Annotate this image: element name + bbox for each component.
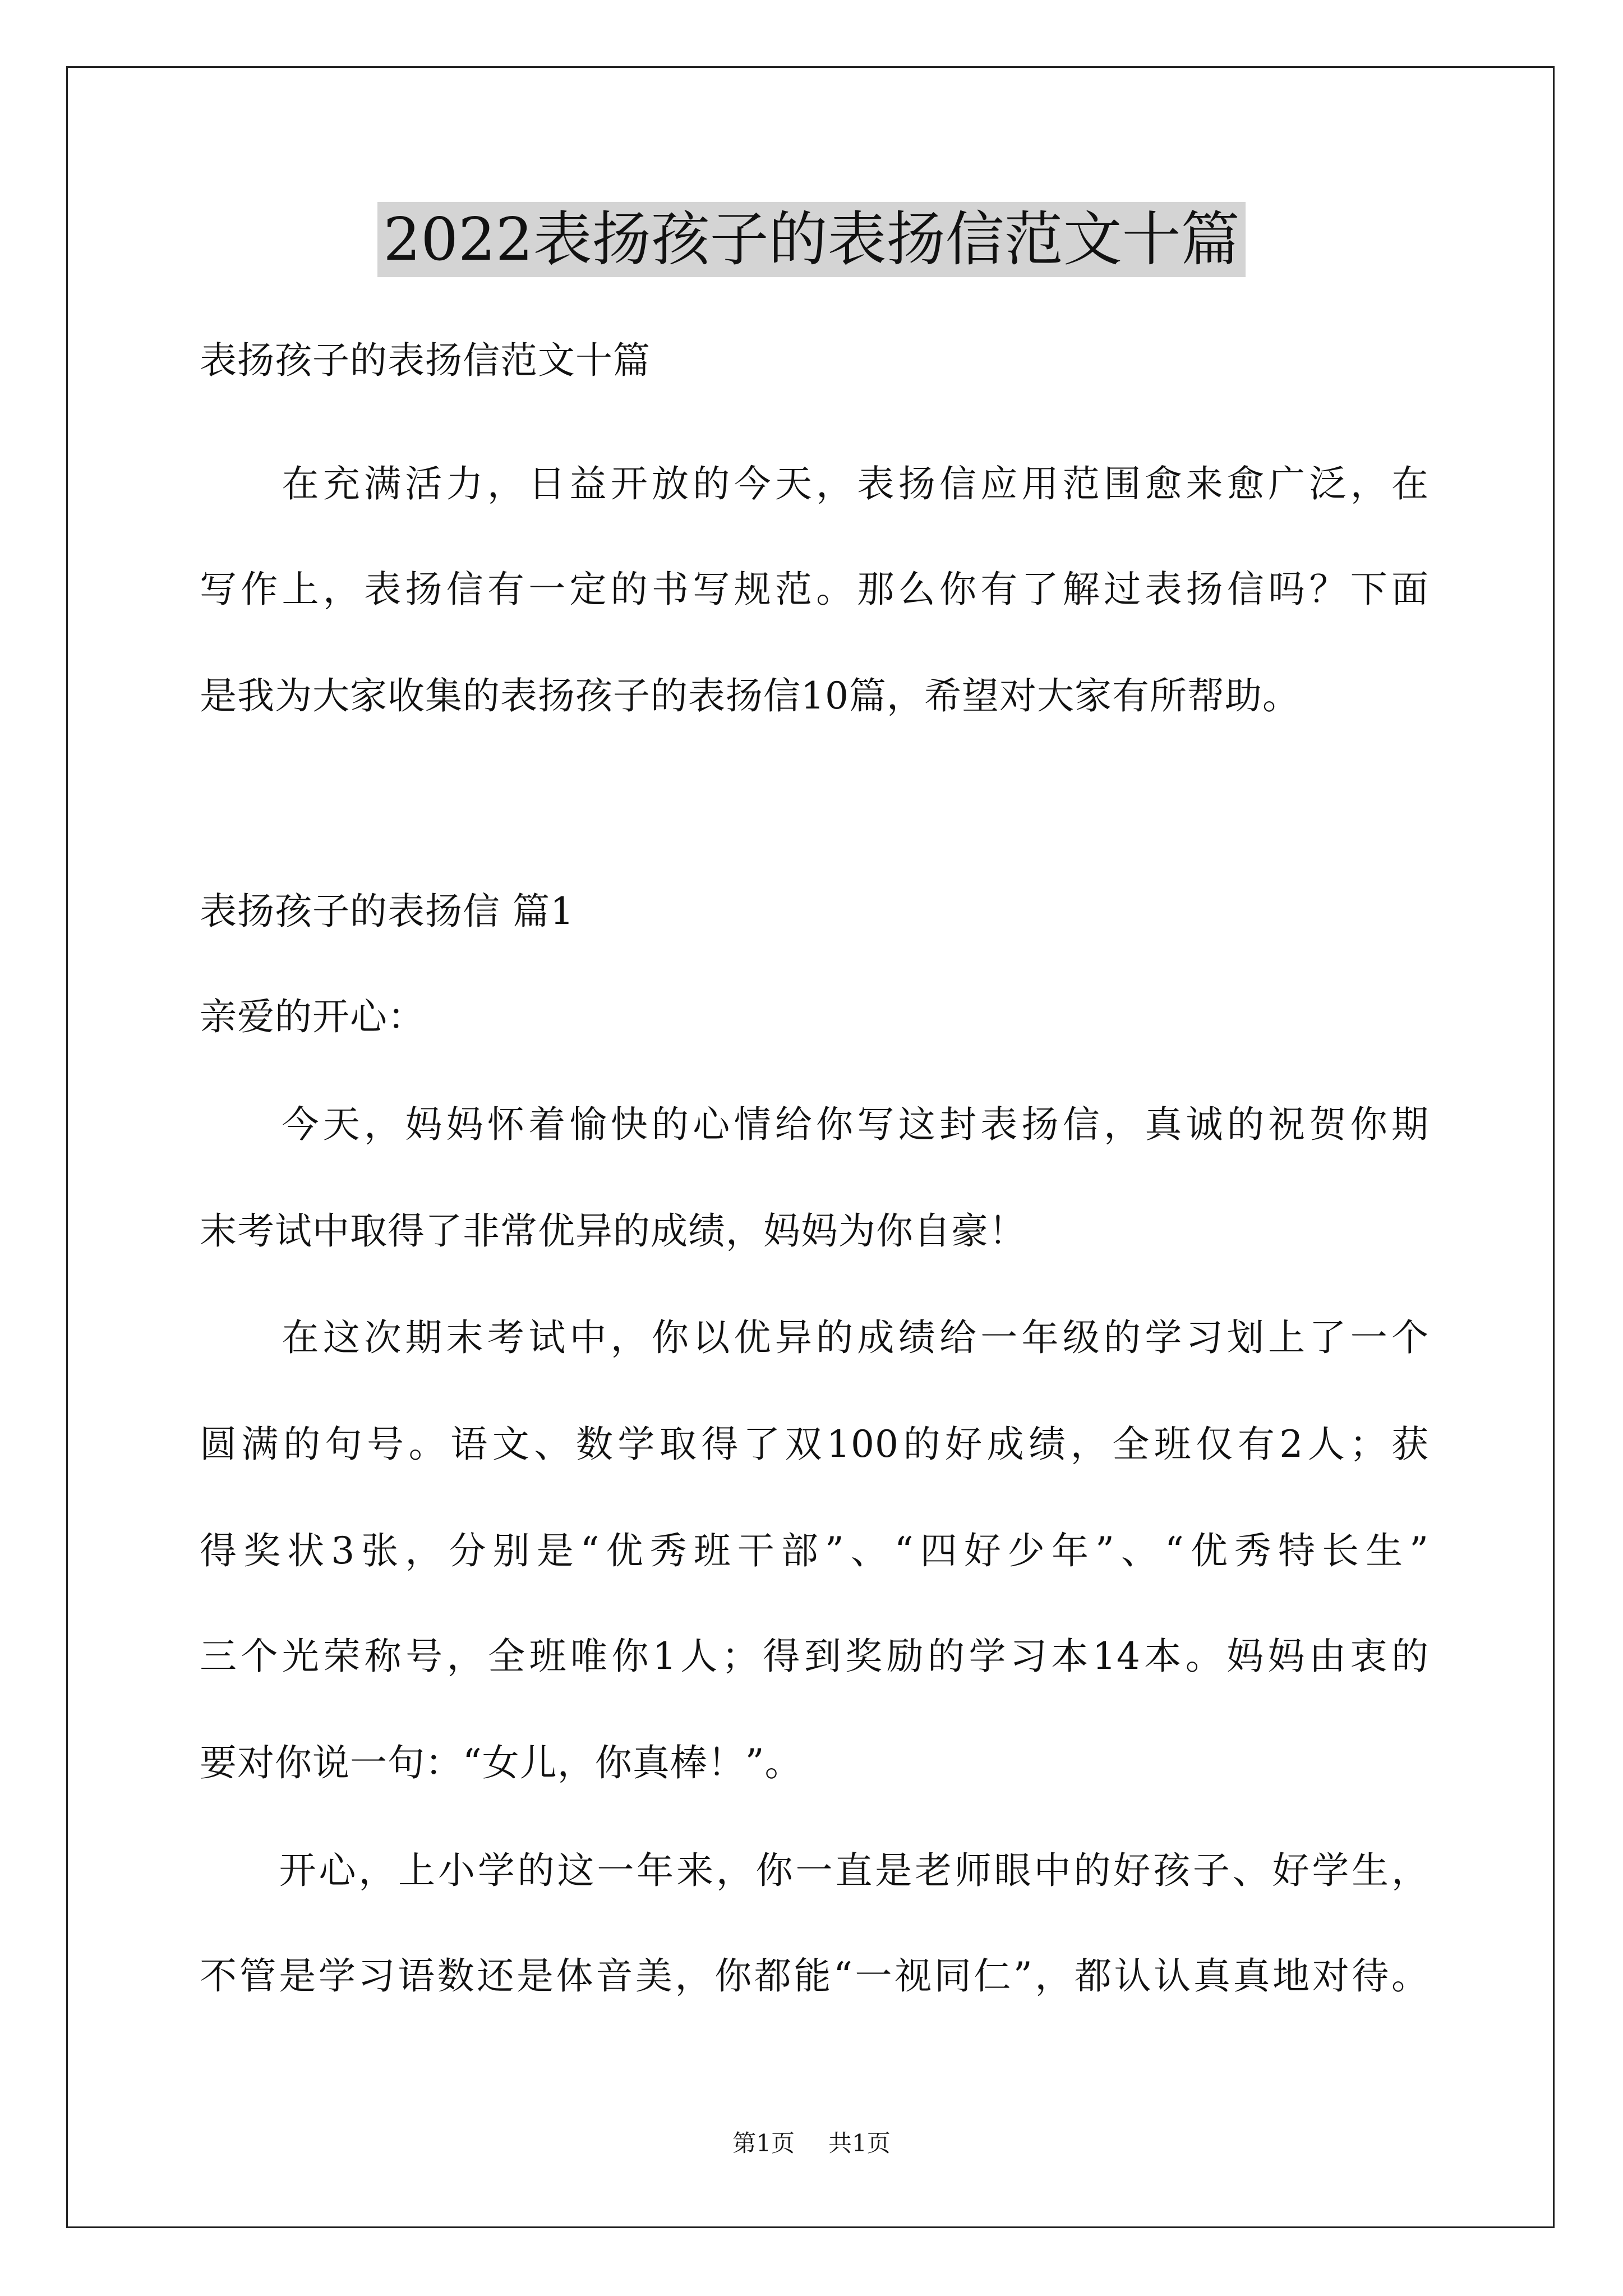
paragraph-line: 在充满活力，日益开放的今天，表扬信应用范围愈来愈广泛，在 — [200, 462, 1429, 505]
page-footer — [0, 2127, 1623, 2160]
paragraph-line: 末考试中取得了非常优异的成绩，妈妈为你自豪！ — [200, 1209, 1026, 1253]
paragraph-line: 不管是学习语数还是体音美，你都能“一视同仁”，都认认真真地对待。 — [200, 1954, 1429, 1998]
paragraph-line: 在这次期末考试中，你以优异的成绩给一年级的学习划上了一个 — [200, 1316, 1429, 1359]
paragraph-line: 要对你说一句：“女儿，你真棒！”。 — [200, 1741, 803, 1784]
paragraph-line: 开心，上小学的这一年来，你一直是老师眼中的好孩子、好学生， — [200, 1849, 1429, 1892]
paragraph-line: 三个光荣称号，全班唯你1人；得到奖励的学习本14本。妈妈由衷的 — [200, 1635, 1429, 1678]
page-total: 共1页 — [828, 2129, 891, 2157]
paragraph-line: 得奖状3张，分别是“优秀班干部”、“四好少年”、“优秀特长生” — [200, 1529, 1429, 1572]
paragraph-line: 写作上，表扬信有一定的书写规范。那么你有了解过表扬信吗？下面 — [200, 568, 1429, 611]
document-title — [0, 197, 1623, 282]
page-number: 第1页 — [732, 2129, 795, 2157]
salutation-line: 亲爱的开心： — [200, 995, 425, 1038]
paragraph-line: 圆满的句号。语文、数学取得了双100的好成绩，全班仅有2人；获 — [200, 1423, 1429, 1466]
paragraph-line: 今天，妈妈怀着愉快的心情给你写这封表扬信，真诚的祝贺你期 — [200, 1103, 1429, 1146]
subtitle-line: 表扬孩子的表扬信范文十篇 — [200, 339, 651, 382]
document-title-text: 2022表扬孩子的表扬信范文十篇 — [377, 202, 1245, 277]
section-heading: 表扬孩子的表扬信 篇1 — [200, 890, 574, 933]
paragraph-line: 是我为大家收集的表扬孩子的表扬信10篇，希望对大家有所帮助。 — [200, 674, 1300, 717]
